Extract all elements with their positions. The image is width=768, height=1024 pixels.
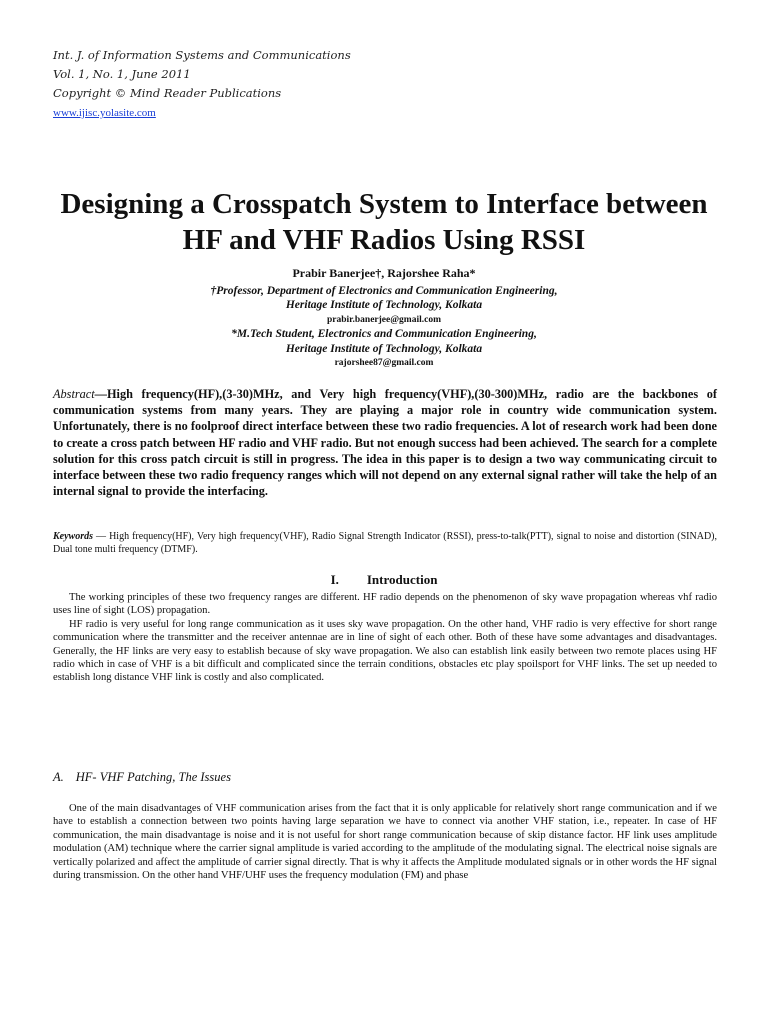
subsection-title: HF- VHF Patching, The Issues — [75, 770, 231, 784]
abstract — [53, 386, 717, 499]
journal-name: Int. J. of Information Systems and Communications — [53, 48, 351, 62]
affiliation-1-line-1: †Professor, Department of Electronics and Communication Engineering, — [210, 284, 558, 297]
keywords-label: Keywords — [53, 531, 93, 542]
abstract-label: Abstract — [53, 387, 95, 401]
keywords-text: — High frequency(HF), Very high frequency(VHF), Radio Signal Strength Indicator (RSSI), press-to-talk(PTT), signal to noise and distortion (SINAD), Dual tone multi frequency (DTMF). — [53, 531, 717, 555]
abstract-text: —High frequency(HF),(3-30)MHz, and Very high frequency(VHF),(30-300)MHz, radio are the backbones of communication systems from many years. They are playing a major role in country wide communication system. Unfortunately, there is no foolproof direct interface between these two radio frequencies. A lot of research work had been done to create a cross patch between HF radio and VHF radio. But not enough success had been achieved. The search for a complete solution for this cross patch circuit is still in progress. The idea in this paper is to design a two way communicating circuit to interface between these two radio frequency ranges which will not depend on any external signal rather will take the help of an internal signal to provide the interfacing. — [53, 387, 717, 499]
paper-title: Designing a Crosspatch System to Interface between HF and VHF Radios Using RSSI — [60, 188, 708, 256]
introduction-body — [53, 591, 717, 685]
author-block — [40, 266, 728, 371]
subsection-number: A. — [53, 770, 64, 784]
paragraph: The working principles of these two frequency ranges are different. HF radio depends on the phenomenon of sky wave propagation whereas vhf radio uses line of sight (LOS) propagation. — [53, 592, 717, 617]
section-heading-introduction — [40, 572, 728, 588]
affiliation-2-line-1: *M.Tech Student, Electronics and Communication Engineering, — [231, 328, 537, 340]
section-number: I. — [330, 572, 339, 587]
affiliation-2-line-2: Heritage Institute of Technology, Kolkata — [285, 342, 483, 355]
author-1-email: prabir.banerjee@gmail.com — [326, 314, 442, 325]
journal-header — [53, 46, 351, 123]
journal-volume: Vol. 1, No. 1, June 2011 — [53, 67, 191, 81]
keywords — [53, 530, 717, 556]
journal-url-link[interactable]: www.ijisc.yolasite.com — [53, 107, 156, 119]
paragraph: HF radio is very useful for long range communication as it uses sky wave propagation. On the other hand, VHF radio is very effective for short range communication where the transmitter and the receiver antennae are in line of sight of each other. Both of these have some advantages and disadvantages. Generally, the HF links are very easy to establish because of sky wave propagation. We also can establish link easily between two remote places using HF radio which in case of VHF is a bit difficult and complicated since the terrain conditions, obstacles etc play spoilsport for VHF links. The set up needed to establish long distance VHF link is costly and also complicated. — [53, 618, 717, 684]
affiliation-1-line-2: Heritage Institute of Technology, Kolkata — [285, 299, 483, 311]
paragraph: One of the main disadvantages of VHF communication arises from the fact that it is only applicable for relatively short range communication and if we have to establish a connection between two points having large separation we have to connect via another VHF station, i.e., repeater. In case of HF communication, the main disadvantage is noise and it is not useful for short range communication because of skip distance factor. HF link uses amplitude modulation (AM) technique where the carrier signal amplitude is varied according to the amplitude of the modulating signal. The electrical noise signals are vertically polarized and affect the amplitude of carrier signal directly. That is why it affects the Amplitude modulated signals or in other words the HF signal during transmission. On the other hand VHF/UHF uses the frequency modulation (FM) and phase — [53, 803, 717, 882]
journal-copyright: Copyright © Mind Reader Publications — [53, 86, 282, 100]
subsection-heading-a — [53, 770, 231, 785]
subsection-a-body — [53, 802, 717, 882]
author-names: Prabir Banerjee†, Rajorshee Raha* — [292, 266, 476, 280]
section-title: Introduction — [366, 572, 438, 587]
author-2-email: rajorshee87@gmail.com — [334, 358, 434, 368]
